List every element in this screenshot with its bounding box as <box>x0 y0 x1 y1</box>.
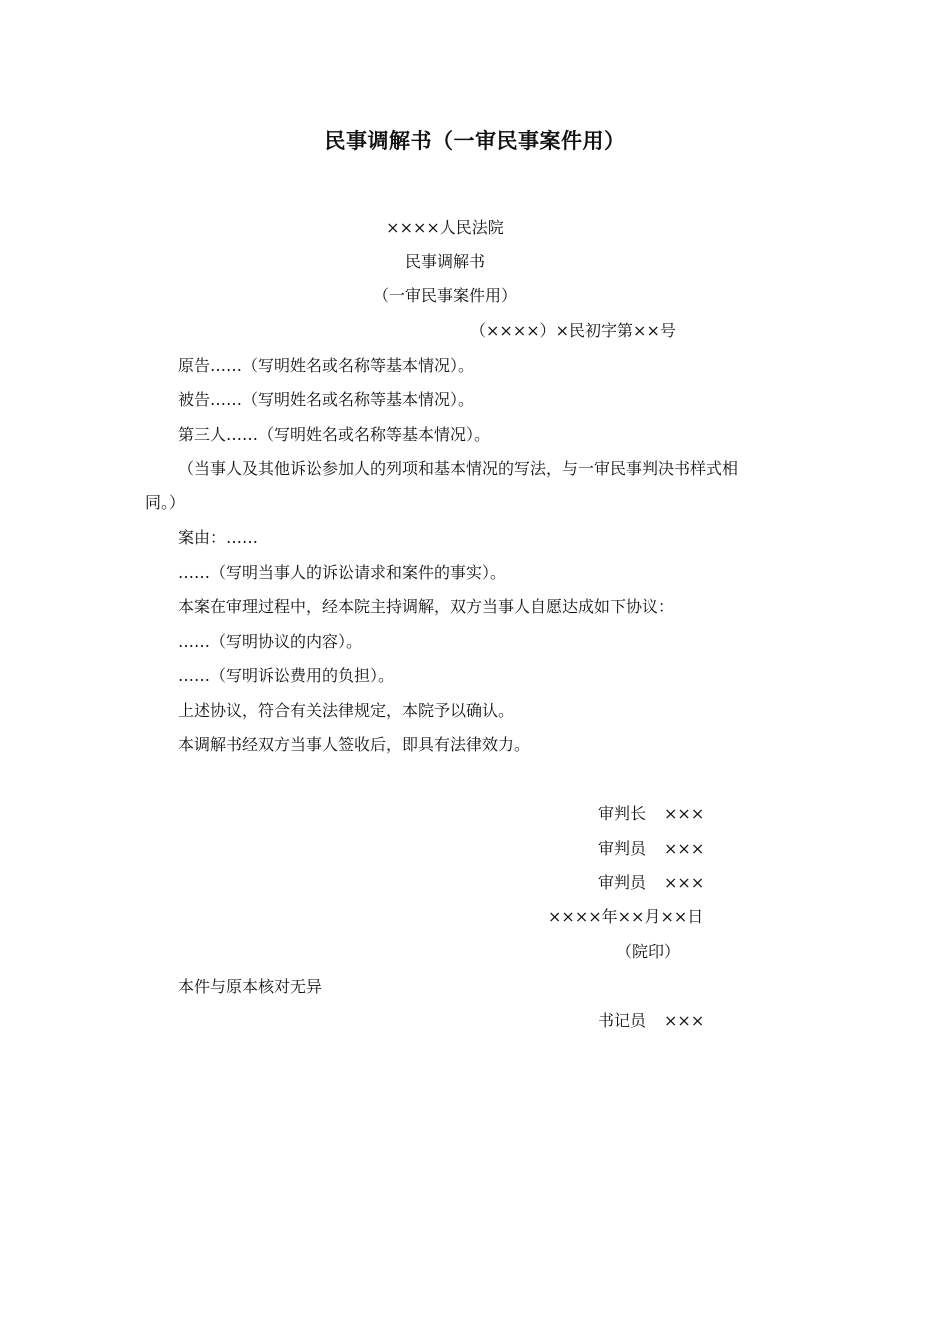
presiding-judge-signature <box>598 797 704 831</box>
judge-role-2: 审判员 <box>598 873 647 892</box>
court-seal: （院印） <box>616 942 681 961</box>
confirmation-line: 上述协议，符合有关法律规定，本院予以确认。 <box>178 701 515 720</box>
defendant-line: 被告……（写明姓名或名称等基本情况）。 <box>178 390 475 409</box>
judge-signature-2 <box>598 866 704 900</box>
legal-effect-line: 本调解书经双方当事人签收后，即具有法律效力。 <box>178 735 531 754</box>
case-number: （××××）×民初字第××号 <box>470 321 676 340</box>
agreement-content: ……（写明协议的内容）。 <box>178 632 363 651</box>
cost-burden: ……（写明诉讼费用的负担）。 <box>178 666 395 685</box>
judge-name-1: ××× <box>664 839 705 858</box>
clerk-name: ××× <box>664 1011 705 1030</box>
parties-note: （当事人及其他诉讼参加人的列项和基本情况的写法，与一审民事判决书样式相同。） <box>145 459 739 512</box>
judge-role-1: 审判员 <box>598 839 647 858</box>
clerk-signature <box>598 1004 704 1038</box>
document-date: ××××年××月××日 <box>548 907 704 926</box>
case-cause: 案由：…… <box>178 528 259 547</box>
third-party-line: 第三人……（写明姓名或名称等基本情况）。 <box>178 425 491 444</box>
document-subtype: （一审民事案件用） <box>372 286 517 305</box>
claims-line: ……（写明当事人的诉讼请求和案件的事实）。 <box>178 563 507 582</box>
plaintiff-line: 原告……（写明姓名或名称等基本情况）。 <box>178 356 475 375</box>
presiding-judge-role: 审判长 <box>598 804 647 823</box>
judge-name-2: ××× <box>664 873 705 892</box>
judge-signature-1 <box>598 832 704 866</box>
court-name: ××××人民法院 <box>386 218 504 237</box>
mediation-intro: 本案在审理过程中，经本院主持调解，双方当事人自愿达成如下协议： <box>178 597 675 616</box>
clerk-role: 书记员 <box>598 1011 647 1030</box>
presiding-judge-name: ××× <box>664 804 705 823</box>
verification-note: 本件与原本核对无异 <box>178 977 323 996</box>
document-title: 民事调解书（一审民事案件用） <box>324 128 626 153</box>
document-type: 民事调解书 <box>404 252 485 271</box>
